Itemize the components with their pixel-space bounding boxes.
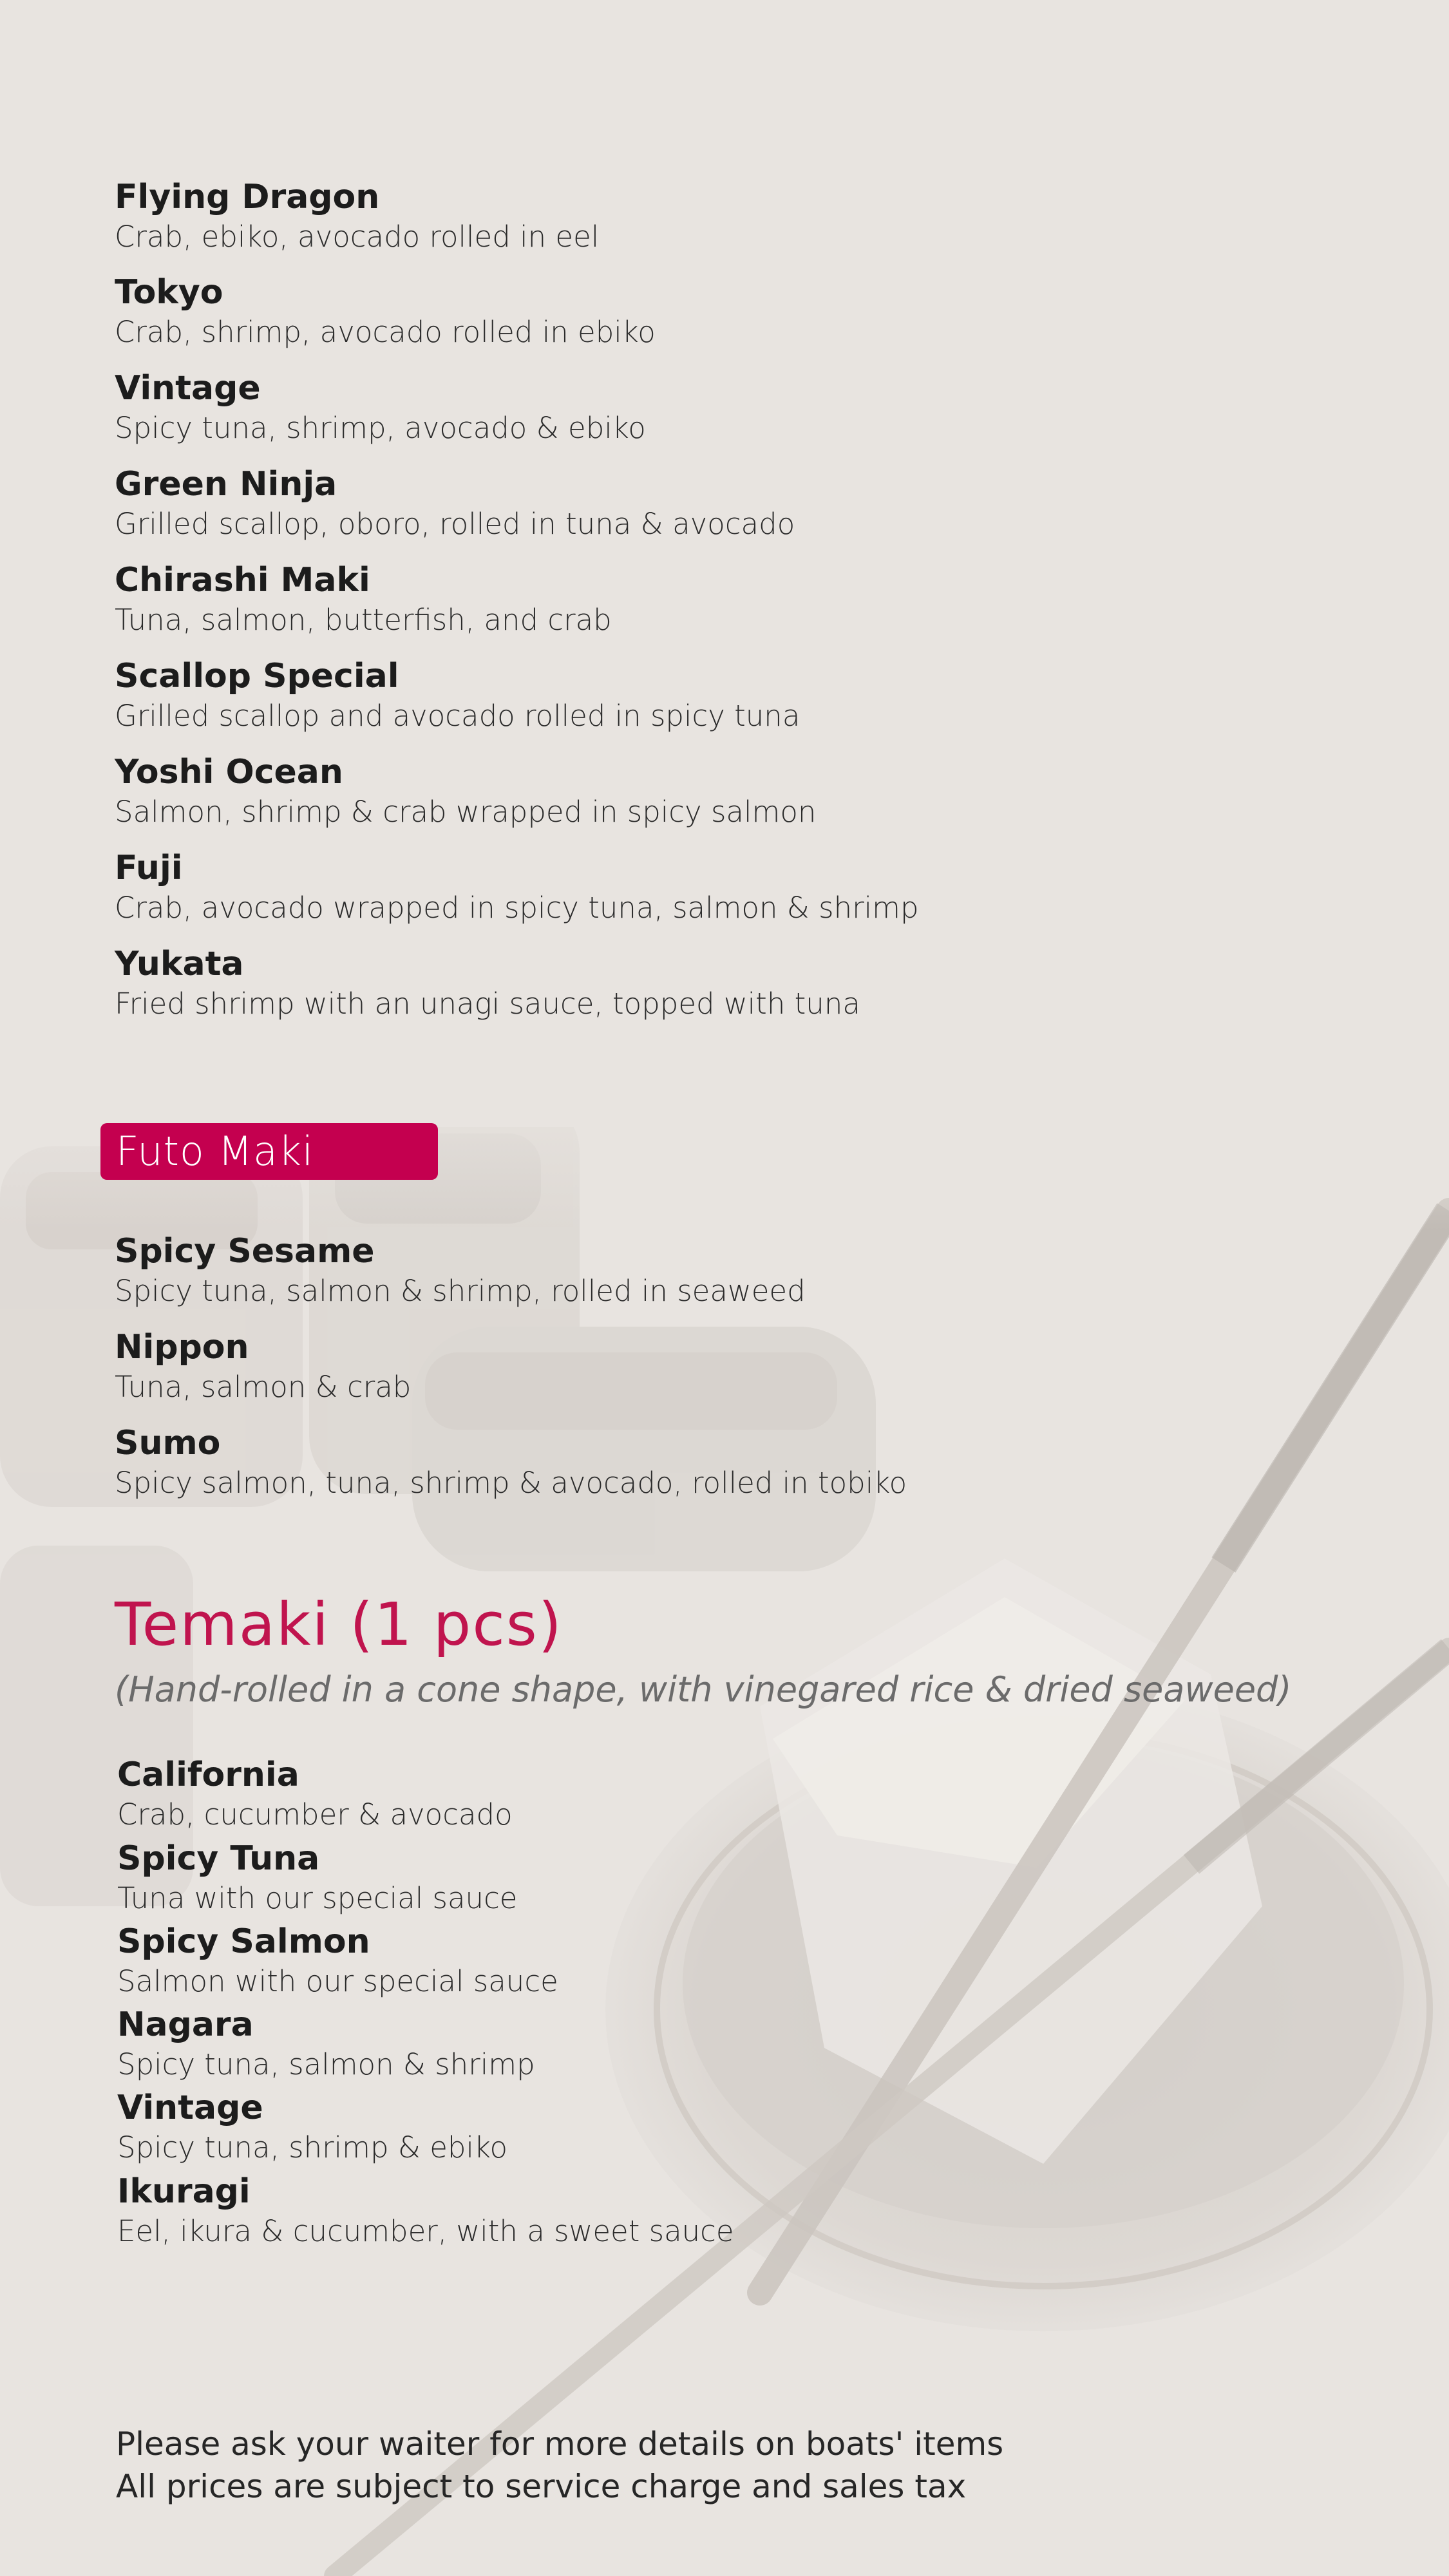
menu-item-description: Spicy tuna, shrimp & ebiko [117,2130,507,2164]
menu-item-name: Nagara [117,2005,254,2044]
menu-item-description: Eel, ikura & cucumber, with a sweet sauce [117,2214,734,2248]
menu-item-description: Spicy tuna, salmon & shrimp, rolled in seaweed [115,1274,806,1308]
menu-item-description: Spicy tuna, shrimp, avocado & ebiko [115,411,646,445]
menu-item-description: Spicy salmon, tuna, shrimp & avocado, rolled in tobiko [115,1466,907,1500]
menu-item-description: Tuna, salmon, butterfish, and crab [115,603,612,637]
menu-item-description: Tuna with our special sauce [117,1881,518,1915]
footer-note-boats: Please ask your waiter for more details on boats' items [116,2425,1004,2463]
menu-item-name: Flying Dragon [115,178,380,216]
menu-item-name: Tokyo [115,273,223,312]
menu-item-name: Sumo [115,1424,221,1463]
menu-item-description: Grilled scallop, oboro, rolled in tuna & avocado [115,507,795,541]
menu-item-description: Grilled scallop and avocado rolled in spicy tuna [115,699,800,733]
menu-item-description: Crab, shrimp, avocado rolled in ebiko [115,315,656,349]
menu-item-name: Spicy Salmon [117,1922,370,1961]
menu-item-description: Salmon with our special sauce [117,1964,558,1998]
menu-item-name: Vintage [115,369,261,408]
footer-note-prices: All prices are subject to service charge and sales tax [116,2468,967,2505]
menu-item-name: Nippon [115,1328,249,1367]
menu-item-description: Spicy tuna, salmon & shrimp [117,2047,535,2081]
menu-item-name: California [117,1756,299,1794]
section-subtitle-temaki: (Hand-rolled in a cone shape, with vinegared rice & dried seaweed) [115,1669,1292,1710]
menu-item-name: Fuji [115,849,183,887]
menu-item-name: Green Ninja [115,465,337,504]
menu-item-name: Ikuragi [117,2172,251,2211]
menu-item-name: Chirashi Maki [115,561,370,600]
menu-item-description: Crab, ebiko, avocado rolled in eel [115,220,600,254]
menu-item-name: Yoshi Ocean [115,753,343,791]
menu-item-description: Crab, avocado wrapped in spicy tuna, salmon & shrimp [115,891,919,925]
menu-item-name: Spicy Sesame [115,1232,375,1271]
menu-item-description: Fried shrimp with an unagi sauce, topped with tuna [115,987,860,1021]
section-title-futo-maki: Futo Maki [100,1123,438,1180]
menu-item-name: Vintage [117,2088,263,2127]
menu-item-description: Salmon, shrimp & crab wrapped in spicy salmon [115,795,817,829]
menu-item-name: Yukata [115,945,244,983]
menu-item-description: Tuna, salmon & crab [115,1370,412,1404]
menu-item-name: Scallop Special [115,657,399,696]
menu-item-name: Spicy Tuna [117,1839,320,1878]
section-title-temaki: Temaki (1 pcs) [115,1590,563,1659]
menu-item-description: Crab, cucumber & avocado [117,1797,513,1832]
